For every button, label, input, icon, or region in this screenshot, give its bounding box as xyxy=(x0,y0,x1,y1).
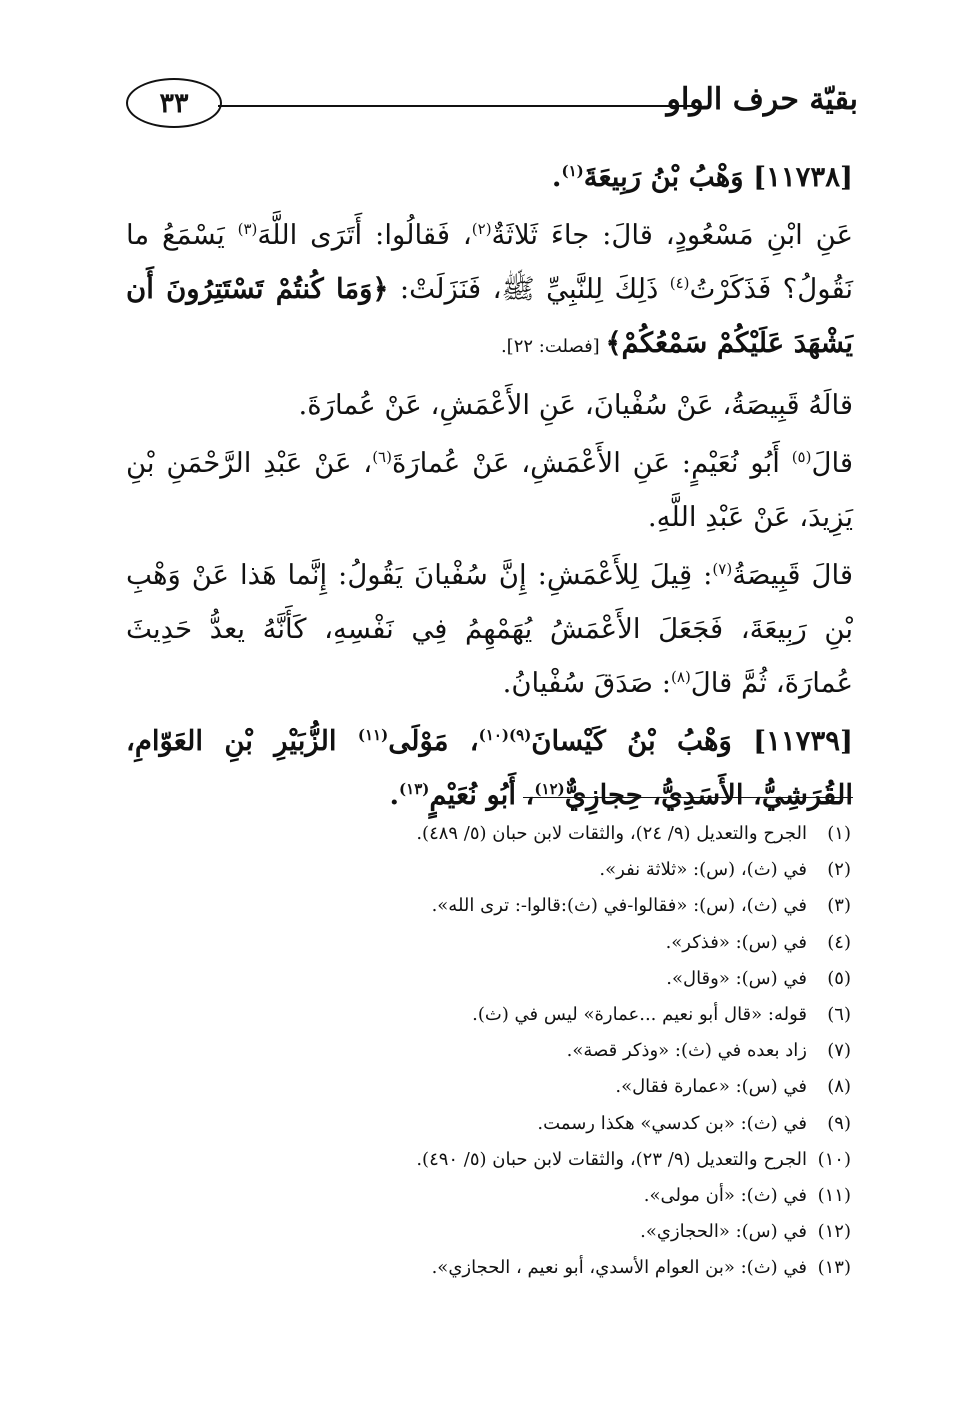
footnote-number: (٦) xyxy=(827,1004,851,1026)
footnote-text: في (س): «عمارة فقال». xyxy=(615,1076,807,1098)
running-title: بقيّة حرف الواو xyxy=(666,82,858,117)
footnote-text: في (ث)، (س): «ثلاثة نفر». xyxy=(599,859,807,881)
footnote-text: في (س): «فذكر». xyxy=(665,931,807,953)
entry-number: [١١٧٣٩] xyxy=(753,725,854,757)
footnote-ref[interactable]: (٥) xyxy=(791,447,812,466)
footnote-number: (١١) xyxy=(817,1185,851,1207)
footnote-text: زاد بعده في (ث): «وذكر قصة». xyxy=(566,1040,807,1062)
quran-verse: ﴿وَمَا كُنتُمْ تَسْتَتِرُونَ أَن يَشْهَدَ عَلَيْكُمْ سَمْعُكُمْ﴾ xyxy=(126,273,853,359)
main-text xyxy=(126,150,853,826)
footnote-item xyxy=(126,1033,851,1069)
footnote-number: (١) xyxy=(827,823,851,844)
footnote-text: في (ث)، (س): «فقالوا-في (ث):قالوا-: ترى الله». xyxy=(431,895,807,917)
footnote-number: (٤) xyxy=(827,931,851,953)
footnote-item xyxy=(126,852,851,888)
narration-paragraph: قالَ قَبِيصَةُ$^{(٧)}$: قِيلَ لِلأَعْمَشِ: إِنَّ سُفْيانَ يَقُولُ: إِنَّما هَذا عَنْ وَهْبِ بْنِ رَبِيعَةَ، فَجَعَلَ الأَعْمَشُ يُهَمْهِمُ فِي نَفْسِهِ، كَأَنَّهُ يعدُّ حَدِيثَ عُمارَةَ، ثُمَّ قالَ$^{(٨)}$: صَدَقَ سُفْيانُ. xyxy=(126,559,853,699)
entry-11738: [١١٧٣٨] وَهْبُ بْنُ رَبِيعَةَ$^{(١)}$. xyxy=(551,161,853,193)
footnote-number: (١٣) xyxy=(817,1257,851,1279)
footnote-number: (٨) xyxy=(827,1076,851,1098)
footnote-ref[interactable]: (٧) xyxy=(712,559,733,578)
page-number-badge xyxy=(126,78,222,128)
footnote-item xyxy=(126,1214,851,1250)
footnote-ref[interactable]: (٨) xyxy=(671,667,691,686)
entry-name: وَهْبُ بْنُ رَبِيعَةَ xyxy=(583,161,744,193)
footnote-ref[interactable]: (٦) xyxy=(372,447,392,466)
page-number: ٣٣ xyxy=(159,87,189,119)
footnote-number: (٣) xyxy=(827,895,851,917)
narration-paragraph: قالَهُ قَبِيصَةُ، عَنْ سُفْيانَ، عَنِ الأَعْمَشِ، عَنْ عُمارَةَ. xyxy=(298,389,853,421)
footnote-item xyxy=(126,1250,851,1286)
footnote-text: قوله: «قال أبو نعيم ...عمارة» ليس في (ث). xyxy=(472,1004,807,1026)
footnote-separator xyxy=(523,797,853,798)
footnote-number: (٥) xyxy=(827,967,851,989)
footnote-ref[interactable]: (٣) xyxy=(237,219,258,238)
footnote-item xyxy=(126,1106,851,1142)
footnote-number: (٩) xyxy=(827,1112,851,1134)
entry-11739: [١١٧٣٩] وَهْبُ بْنُ كَيْسانَ$^{(٩)(١٠)}$، مَوْلَى$^{(١١)}$ الزُّبَيْرِ بْنِ العَوّامِ، القُرَشِيُّ، الأَسَدِيُّ، حِجازِيٌّ$^{(١٢)}$، أَبُو نُعَيْمٍ$^{(١٣)}$. xyxy=(126,725,854,811)
footnote-item xyxy=(126,925,851,961)
header-rule xyxy=(218,105,696,107)
narration-paragraph: قالَ$^{(٥)}$ أَبُو نُعَيْمٍ: عَنِ الأَعْمَشِ، عَنْ عُمارَةَ$^{(٦)}$، عَنْ عَبْدِ الرَّحْمَنِ بْنِ يَزِيدَ، عَنْ عَبْدِ اللَّهِ. xyxy=(126,447,853,533)
footnote-number: (١٠) xyxy=(817,1148,851,1170)
footnote-ref[interactable]: (١٠) xyxy=(478,725,510,744)
footnote-number: (٧) xyxy=(827,1040,851,1062)
footnote-text: في (ث): «بن كدسي» هكذا رسمت. xyxy=(537,1112,807,1134)
page-header xyxy=(126,78,858,138)
footnote-item xyxy=(126,961,851,997)
footnote-text: في (س): «وقال». xyxy=(666,967,807,989)
footnote-ref[interactable]: (٢) xyxy=(471,219,492,238)
footnote-item xyxy=(126,997,851,1033)
footnote-number: (١٢) xyxy=(817,1221,851,1243)
footnote-item xyxy=(126,1178,851,1214)
footnote-text: الجرح والتعديل (٩/ ٢٤)، والثقات لابن حبان (٥/ ٤٨٩). xyxy=(416,823,807,844)
footnote-item xyxy=(126,888,851,924)
entry-number: [١١٧٣٨] xyxy=(753,161,853,193)
footnote-ref[interactable]: (٤) xyxy=(669,273,690,292)
footnote-item xyxy=(126,1142,851,1178)
footnote-ref[interactable]: (١٢) xyxy=(534,779,565,798)
hadith-paragraph: عَنِ ابْنِ مَسْعُودٍ، قالَ: جاءَ ثَلاثَةٌ$^{(٢)}$، فَقالُوا: أَتَرَى اللَّهَ$^{(٣)}$ يَسْمَعُ ما نَقُولُ؟ فَذَكَرْتُ$^{(٤)}$ ذَلِكَ لِلنَّبِيِّ ﷺ، فَنَزَلَتْ: ﴿وَمَا كُنتُمْ تَسْتَتِرُونَ أَن يَشْهَدَ عَلَيْكُمْ سَمْعُكُمْ﴾ [فصلت: ٢٢]. xyxy=(126,219,854,359)
footnote-ref[interactable]: (٩) xyxy=(509,725,532,744)
footnotes-section xyxy=(126,816,851,1287)
footnote-item xyxy=(126,816,851,852)
footnote-ref[interactable]: (١) xyxy=(561,161,584,180)
footnote-text: في (ث): «أن مولى». xyxy=(643,1185,807,1207)
footnote-text: في (س): «الحجازي». xyxy=(640,1221,807,1243)
footnote-ref[interactable]: (١٣) xyxy=(399,779,430,798)
footnote-ref[interactable]: (١١) xyxy=(357,725,389,744)
footnote-item xyxy=(126,1069,851,1105)
footnote-text: في (ث): «بن العوام الأسدي، أبو نعيم ، الحجازي». xyxy=(431,1257,807,1279)
verse-citation: [فصلت: ٢٢]. xyxy=(500,336,606,357)
footnote-text: الجرح والتعديل (٩/ ٢٣)، والثقات لابن حبان (٥/ ٤٩٠). xyxy=(416,1148,807,1170)
footnote-number: (٢) xyxy=(827,859,851,881)
